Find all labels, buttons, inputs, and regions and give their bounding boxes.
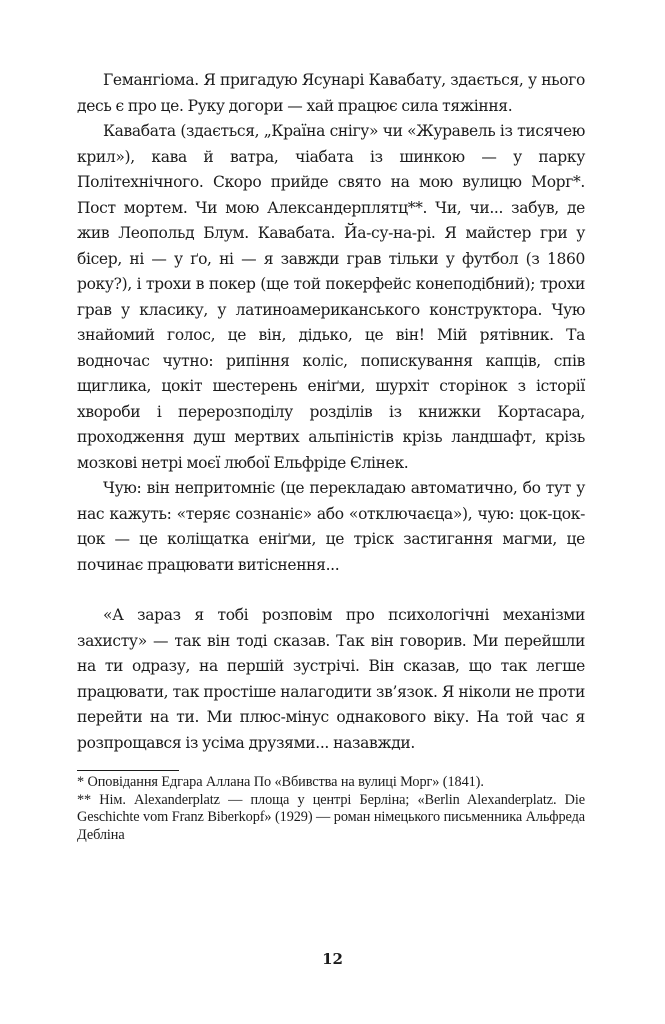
paragraph: Чую: він непритомніє (це перекладаю автоматично, бо тут у нас кажуть: «теряє сознаніє» або «отключаєца»), чую: цок-цок-цок — це коліщатка еніґми, це тріск застигання магми, це починає працювати витіснення... xyxy=(77,479,585,574)
paragraph: Кавабата (здається, „Країна снігу» чи «Журавель із тисячею крил»), кава й ватра, чіабата із шинкою — у парку Політехнічного. Скоро прийде свято на мою вулицю Морг*. Пост мортем. Чи мою Александерплятц**. Чи, чи... забув, де жив Леопольд Блум. Кавабата. Йа-су-на-рі. Я майстер гри у бісер, ні — у ґо, ні — я завжди грав тільки у футбол (з 1860 року?), і трохи в покер (ще той покерфейс конеподібний); трохи грав у класику, у латиноамериканського конструктора. Чую знайомий голос, це він, дідько, це він! Мій рятівник. Та водночас чутно: рипіння коліс, попискування капців, спів щиглика, цокіт шестерень еніґми, шурхіт сторінок з історії хвороби і перерозподілу розділів із книжки Кортасара, проходження душ мертвих альпіністів крізь ландшафт, крізь мозкові нетрі моєї любої Ельфріде Єлінек. xyxy=(77,122,585,472)
footnote: ** Нім. Alexanderplatz — площа у центрі Берліна; «Berlin Alexanderplatz. Die Geschichte vom Franz Biberkopf» (1929) — роман німецького письменника Альфреда Дебліна xyxy=(77,791,585,843)
footnote: * Оповідання Едгара Аллана По «Вбивства на вулиці Морг» (1841). xyxy=(77,774,484,790)
paragraph: «А зараз я тобі розповім про психологічні механізми захисту» — так він тоді сказав. Так він говорив. Ми перейшли на ти одразу, на першій зустрічі. Він сказав, що так легше працювати, так простіше налагодити зв’язок. Я ніколи не проти перейти на ти. Ми плюс-мінус однакового віку. На той час я розпрощався із усіма друзями... назавжди. xyxy=(77,606,585,752)
book-page xyxy=(77,68,585,844)
page-number: 12 xyxy=(322,950,343,968)
footnote-divider xyxy=(77,770,179,771)
main-text xyxy=(77,68,585,756)
paragraph: Гемангіома. Я пригадую Ясунарі Кавабату, здається, у нього десь є про це. Руку догори — хай працює сила тяжіння. xyxy=(77,71,585,115)
footnotes xyxy=(77,774,585,844)
